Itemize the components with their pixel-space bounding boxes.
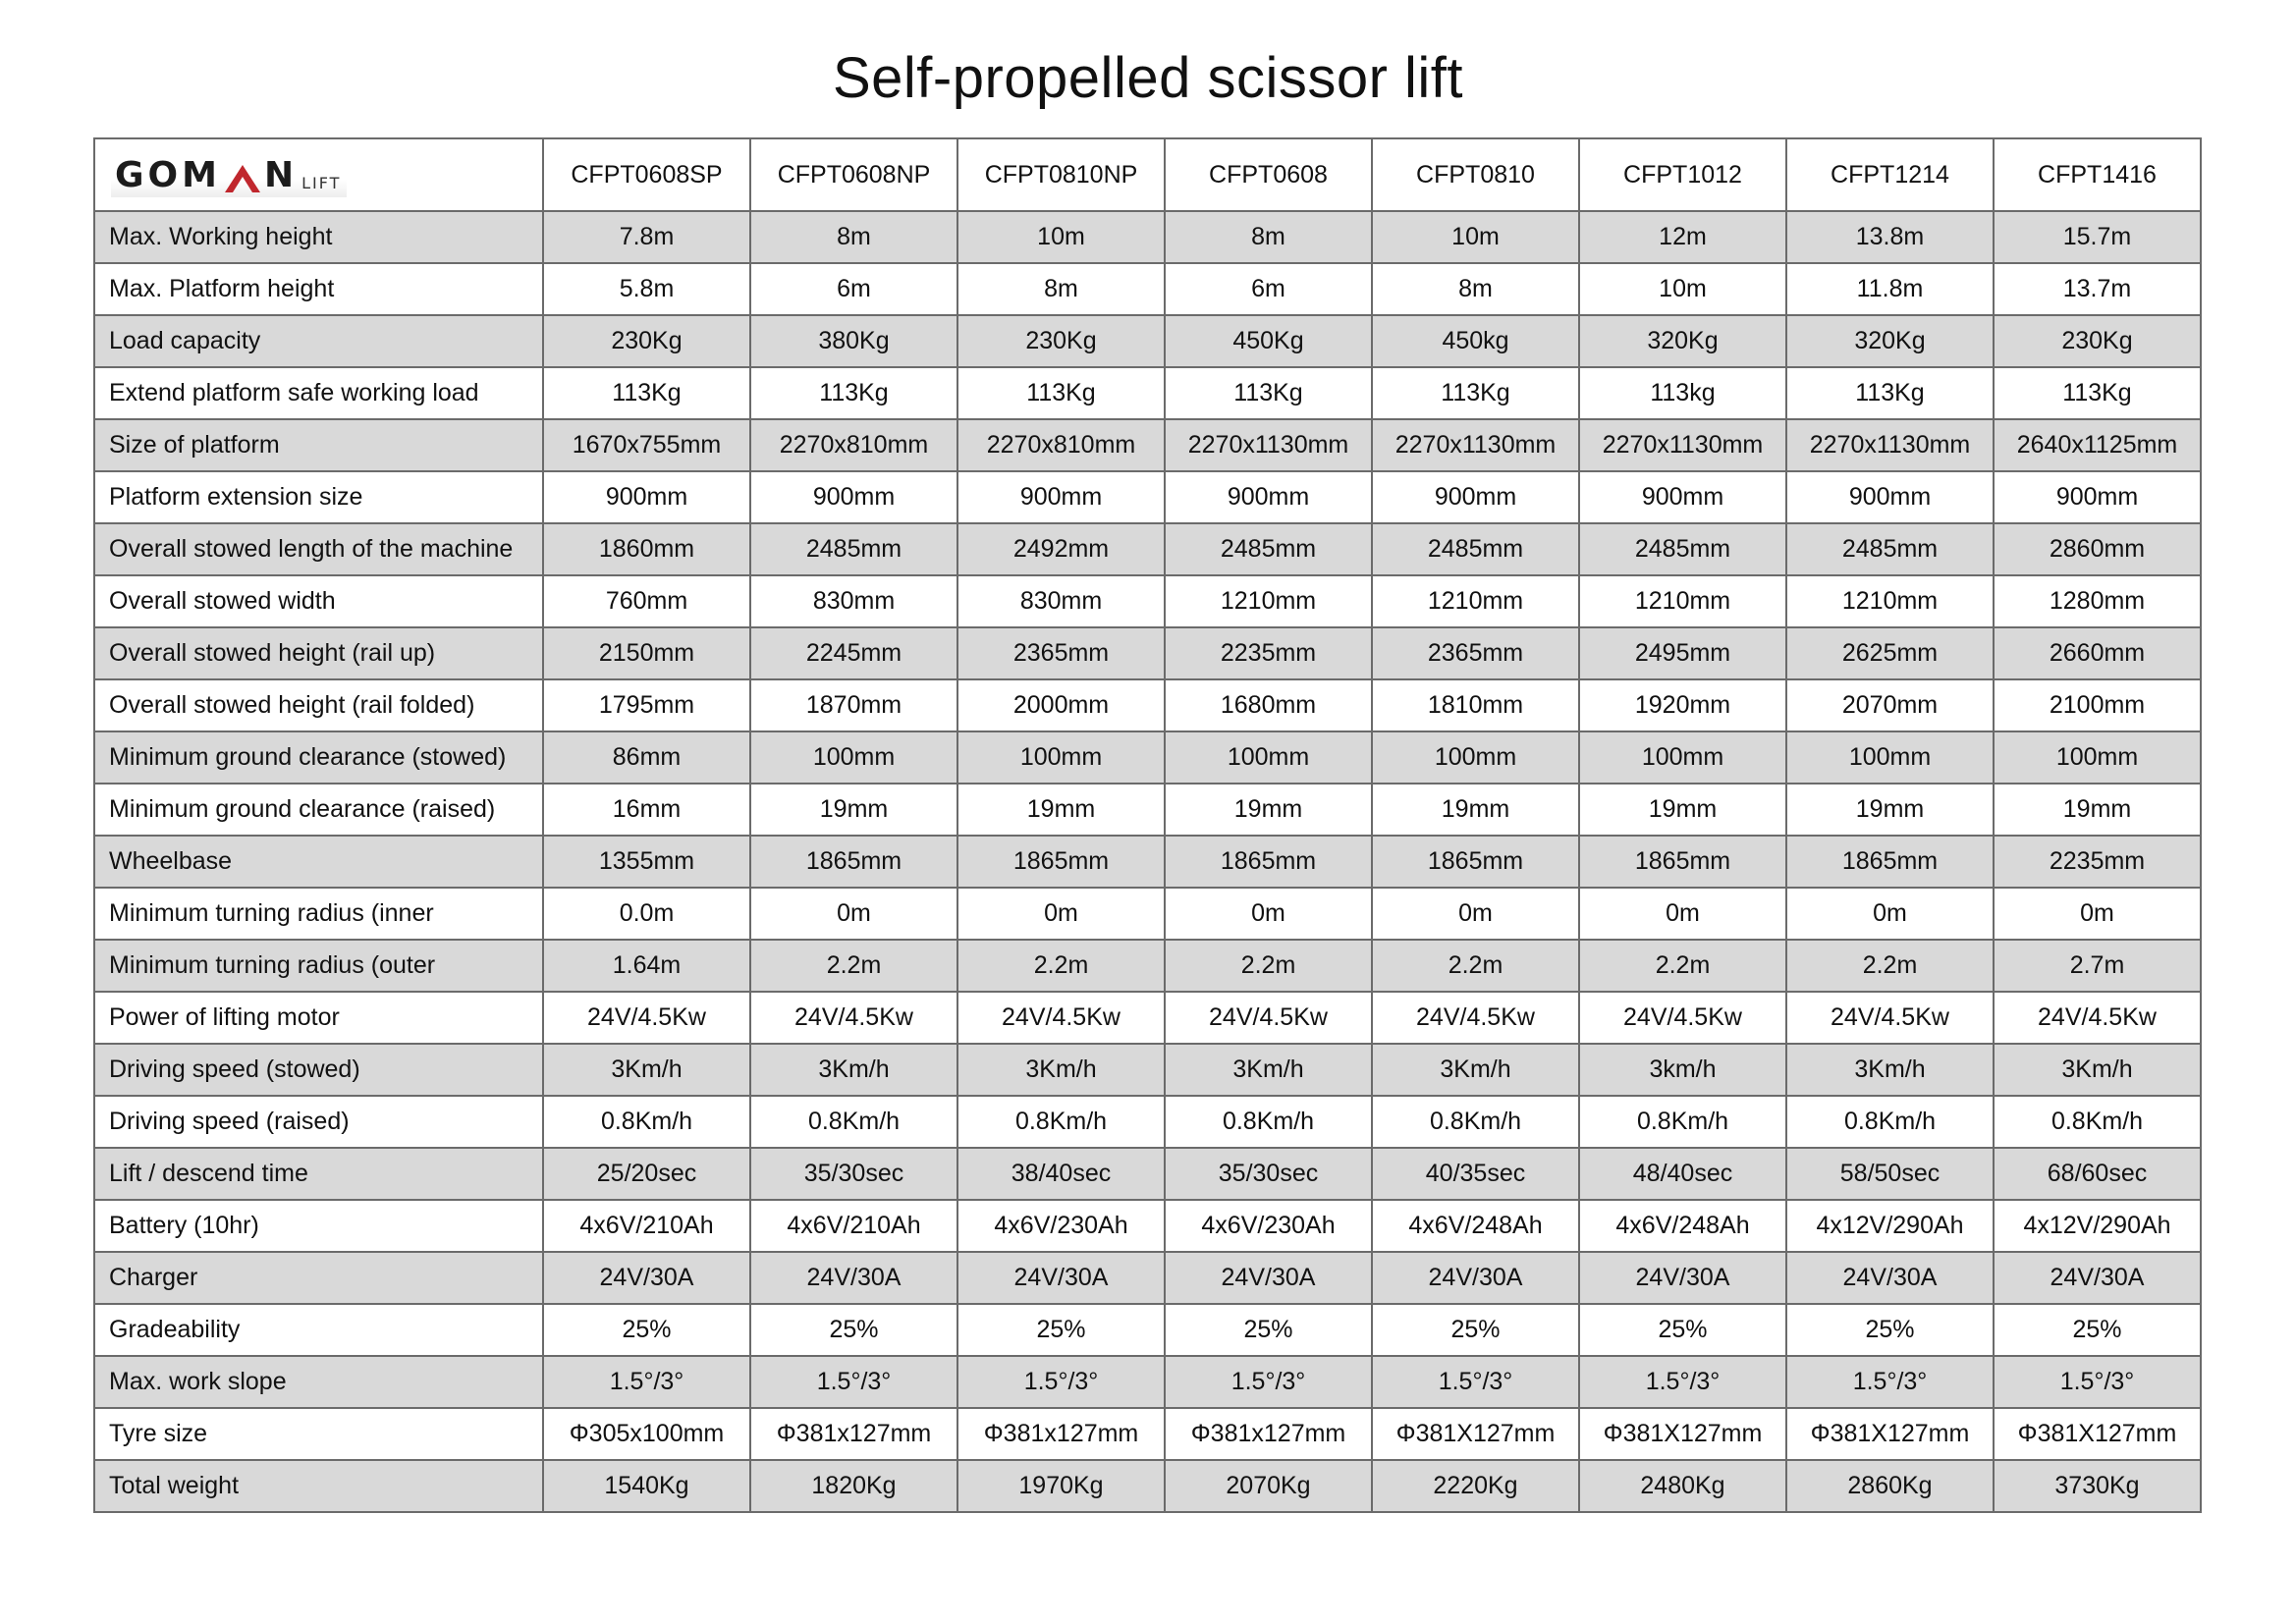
table-cell: 900mm bbox=[1372, 471, 1579, 523]
table-row bbox=[94, 471, 2201, 523]
table-cell: 0.8Km/h bbox=[1579, 1096, 1786, 1148]
table-row bbox=[94, 836, 2201, 888]
table-cell: 2365mm bbox=[1372, 627, 1579, 679]
table-cell: 1.5°/3° bbox=[957, 1356, 1165, 1408]
table-cell: 1.5°/3° bbox=[750, 1356, 957, 1408]
table-cell: 1670x755mm bbox=[543, 419, 750, 471]
table-cell: 0.8Km/h bbox=[1786, 1096, 1994, 1148]
table-cell: 3730Kg bbox=[1994, 1460, 2201, 1512]
page-title: Self-propelled scissor lift bbox=[832, 46, 1464, 110]
table-cell: 2235mm bbox=[1165, 627, 1372, 679]
row-label: Overall stowed height (rail folded) bbox=[94, 679, 543, 731]
table-cell: 19mm bbox=[1786, 784, 1994, 836]
table-cell: 3Km/h bbox=[1994, 1044, 2201, 1096]
row-label: Size of platform bbox=[94, 419, 543, 471]
table-cell: 24V/4.5Kw bbox=[543, 992, 750, 1044]
table-cell: 25% bbox=[543, 1304, 750, 1356]
table-cell: 100mm bbox=[1579, 731, 1786, 784]
table-cell: 19mm bbox=[750, 784, 957, 836]
table-cell: 24V/4.5Kw bbox=[1579, 992, 1786, 1044]
table-cell: 8m bbox=[750, 211, 957, 263]
table-cell: 113kg bbox=[1579, 367, 1786, 419]
table-cell: 100mm bbox=[750, 731, 957, 784]
table-cell: 25% bbox=[1165, 1304, 1372, 1356]
logo-text-left: GOM bbox=[115, 155, 221, 195]
table-cell: 19mm bbox=[1165, 784, 1372, 836]
table-cell: 100mm bbox=[1786, 731, 1994, 784]
table-cell: 0.8Km/h bbox=[957, 1096, 1165, 1148]
table-cell: 1865mm bbox=[1165, 836, 1372, 888]
table-cell: 380Kg bbox=[750, 315, 957, 367]
table-cell: 19mm bbox=[957, 784, 1165, 836]
table-cell: 12m bbox=[1579, 211, 1786, 263]
table-cell: 1210mm bbox=[1786, 575, 1994, 627]
table-cell: 1540Kg bbox=[543, 1460, 750, 1512]
row-label: Battery (10hr) bbox=[94, 1200, 543, 1252]
table-row bbox=[94, 523, 2201, 575]
table-cell: 38/40sec bbox=[957, 1148, 1165, 1200]
table-cell: 10m bbox=[957, 211, 1165, 263]
table-cell: 900mm bbox=[750, 471, 957, 523]
row-label: Platform extension size bbox=[94, 471, 543, 523]
table-row bbox=[94, 1252, 2201, 1304]
table-cell: 3Km/h bbox=[1786, 1044, 1994, 1096]
row-label: Tyre size bbox=[94, 1408, 543, 1460]
table-cell: 2150mm bbox=[543, 627, 750, 679]
row-label: Load capacity bbox=[94, 315, 543, 367]
table-cell: 900mm bbox=[1786, 471, 1994, 523]
table-cell: 10m bbox=[1372, 211, 1579, 263]
logo-a-mark-icon bbox=[223, 163, 262, 192]
table-cell: 113Kg bbox=[750, 367, 957, 419]
table-cell: 2.2m bbox=[1372, 940, 1579, 992]
table-cell: 1280mm bbox=[1994, 575, 2201, 627]
table-cell: 4x12V/290Ah bbox=[1786, 1200, 1994, 1252]
table-row bbox=[94, 679, 2201, 731]
table-cell: 113Kg bbox=[957, 367, 1165, 419]
table-cell: 24V/30A bbox=[957, 1252, 1165, 1304]
table-row bbox=[94, 263, 2201, 315]
table-cell: 2492mm bbox=[957, 523, 1165, 575]
row-label: Driving speed (stowed) bbox=[94, 1044, 543, 1096]
table-row bbox=[94, 211, 2201, 263]
table-cell: Φ381X127mm bbox=[1372, 1408, 1579, 1460]
model-header-cfpt0608sp: CFPT0608SP bbox=[543, 138, 750, 211]
table-cell: 6m bbox=[1165, 263, 1372, 315]
table-row bbox=[94, 1096, 2201, 1148]
table-cell: 2270x1130mm bbox=[1372, 419, 1579, 471]
row-label: Minimum ground clearance (raised) bbox=[94, 784, 543, 836]
table-cell: 1355mm bbox=[543, 836, 750, 888]
table-cell: 900mm bbox=[1579, 471, 1786, 523]
table-cell: 2480Kg bbox=[1579, 1460, 1786, 1512]
table-cell: 1210mm bbox=[1579, 575, 1786, 627]
table-cell: 2485mm bbox=[1372, 523, 1579, 575]
row-label: Minimum ground clearance (stowed) bbox=[94, 731, 543, 784]
table-cell: 1870mm bbox=[750, 679, 957, 731]
table-cell: 1.5°/3° bbox=[1579, 1356, 1786, 1408]
table-cell: 24V/30A bbox=[750, 1252, 957, 1304]
table-cell: 3km/h bbox=[1579, 1044, 1786, 1096]
table-cell: 2270x810mm bbox=[750, 419, 957, 471]
table-cell: 100mm bbox=[1372, 731, 1579, 784]
table-cell: 24V/30A bbox=[1372, 1252, 1579, 1304]
table-cell: 2245mm bbox=[750, 627, 957, 679]
table-cell: 4x6V/210Ah bbox=[750, 1200, 957, 1252]
table-cell: 3Km/h bbox=[543, 1044, 750, 1096]
table-cell: 1920mm bbox=[1579, 679, 1786, 731]
table-cell: 0.8Km/h bbox=[543, 1096, 750, 1148]
table-cell: 35/30sec bbox=[750, 1148, 957, 1200]
table-cell: 830mm bbox=[750, 575, 957, 627]
table-cell: 2070Kg bbox=[1165, 1460, 1372, 1512]
table-cell: 4x6V/230Ah bbox=[1165, 1200, 1372, 1252]
table-cell: 24V/4.5Kw bbox=[750, 992, 957, 1044]
table-cell: 2235mm bbox=[1994, 836, 2201, 888]
table-row bbox=[94, 1460, 2201, 1512]
table-cell: Φ381X127mm bbox=[1579, 1408, 1786, 1460]
row-label: Lift / descend time bbox=[94, 1148, 543, 1200]
table-cell: 1210mm bbox=[1372, 575, 1579, 627]
table-cell: 230Kg bbox=[957, 315, 1165, 367]
table-cell: 8m bbox=[1165, 211, 1372, 263]
table-cell: 4x6V/248Ah bbox=[1372, 1200, 1579, 1252]
table-cell: 1680mm bbox=[1165, 679, 1372, 731]
row-label: Overall stowed height (rail up) bbox=[94, 627, 543, 679]
table-cell: 2495mm bbox=[1579, 627, 1786, 679]
table-cell: 2220Kg bbox=[1372, 1460, 1579, 1512]
table-cell: 3Km/h bbox=[957, 1044, 1165, 1096]
table-cell: 35/30sec bbox=[1165, 1148, 1372, 1200]
table-cell: 25% bbox=[1786, 1304, 1994, 1356]
row-label: Total weight bbox=[94, 1460, 543, 1512]
table-cell: 0m bbox=[1994, 888, 2201, 940]
table-cell: 2.2m bbox=[957, 940, 1165, 992]
table-cell: Φ381x127mm bbox=[1165, 1408, 1372, 1460]
table-cell: 1.5°/3° bbox=[1786, 1356, 1994, 1408]
table-row bbox=[94, 315, 2201, 367]
table-cell: 25% bbox=[1579, 1304, 1786, 1356]
table-cell: 2270x1130mm bbox=[1786, 419, 1994, 471]
table-cell: 1.64m bbox=[543, 940, 750, 992]
table-cell: 900mm bbox=[1994, 471, 2201, 523]
table-row bbox=[94, 1408, 2201, 1460]
table-cell: 4x6V/210Ah bbox=[543, 1200, 750, 1252]
table-cell: 2270x810mm bbox=[957, 419, 1165, 471]
table-cell: 4x6V/248Ah bbox=[1579, 1200, 1786, 1252]
table-cell: 19mm bbox=[1994, 784, 2201, 836]
table-row bbox=[94, 575, 2201, 627]
table-cell: 7.8m bbox=[543, 211, 750, 263]
table-cell: 19mm bbox=[1372, 784, 1579, 836]
table-cell: 24V/4.5Kw bbox=[1165, 992, 1372, 1044]
table-cell: 25% bbox=[1994, 1304, 2201, 1356]
table-row bbox=[94, 1356, 2201, 1408]
table-cell: 4x6V/230Ah bbox=[957, 1200, 1165, 1252]
table-cell: 8m bbox=[1372, 263, 1579, 315]
table-cell: 1865mm bbox=[957, 836, 1165, 888]
row-label: Max. work slope bbox=[94, 1356, 543, 1408]
model-header-cfpt1012: CFPT1012 bbox=[1579, 138, 1786, 211]
row-label: Max. Platform height bbox=[94, 263, 543, 315]
table-cell: 1795mm bbox=[543, 679, 750, 731]
table-row bbox=[94, 419, 2201, 471]
table-cell: 2070mm bbox=[1786, 679, 1994, 731]
table-row bbox=[94, 1148, 2201, 1200]
logo-sub-text: LIFT bbox=[301, 174, 342, 192]
table-cell: 2270x1130mm bbox=[1165, 419, 1372, 471]
table-cell: 1810mm bbox=[1372, 679, 1579, 731]
table-cell: 113Kg bbox=[1372, 367, 1579, 419]
model-header-cfpt1416: CFPT1416 bbox=[1994, 138, 2201, 211]
table-cell: 24V/4.5Kw bbox=[957, 992, 1165, 1044]
table-cell: 0m bbox=[750, 888, 957, 940]
table-cell: 3Km/h bbox=[1372, 1044, 1579, 1096]
table-cell: 15.7m bbox=[1994, 211, 2201, 263]
row-label: Gradeability bbox=[94, 1304, 543, 1356]
table-cell: 100mm bbox=[957, 731, 1165, 784]
table-cell: 2640x1125mm bbox=[1994, 419, 2201, 471]
table-cell: 900mm bbox=[957, 471, 1165, 523]
table-cell: 13.8m bbox=[1786, 211, 1994, 263]
table-cell: 0m bbox=[1165, 888, 1372, 940]
table-cell: 16mm bbox=[543, 784, 750, 836]
table-cell: 1865mm bbox=[1579, 836, 1786, 888]
table-cell: Φ381X127mm bbox=[1994, 1408, 2201, 1460]
model-header-cfpt0810np: CFPT0810NP bbox=[957, 138, 1165, 211]
table-cell: 48/40sec bbox=[1579, 1148, 1786, 1200]
table-cell: 24V/30A bbox=[1786, 1252, 1994, 1304]
table-cell: 8m bbox=[957, 263, 1165, 315]
table-cell: 113Kg bbox=[1994, 367, 2201, 419]
table-cell: 24V/4.5Kw bbox=[1372, 992, 1579, 1044]
table-cell: 0.0m bbox=[543, 888, 750, 940]
row-label: Extend platform safe working load bbox=[94, 367, 543, 419]
table-cell: 40/35sec bbox=[1372, 1148, 1579, 1200]
table-cell: 3Km/h bbox=[750, 1044, 957, 1096]
table-cell: 1.5°/3° bbox=[1165, 1356, 1372, 1408]
table-cell: 1865mm bbox=[1786, 836, 1994, 888]
table-row bbox=[94, 627, 2201, 679]
model-header-cfpt0608: CFPT0608 bbox=[1165, 138, 1372, 211]
table-cell: 2.7m bbox=[1994, 940, 2201, 992]
spec-body bbox=[94, 211, 2201, 1512]
table-cell: 86mm bbox=[543, 731, 750, 784]
table-cell: 2860mm bbox=[1994, 523, 2201, 575]
table-cell: 1865mm bbox=[1372, 836, 1579, 888]
table-cell: 900mm bbox=[1165, 471, 1372, 523]
table-cell: 24V/30A bbox=[1579, 1252, 1786, 1304]
table-cell: 3Km/h bbox=[1165, 1044, 1372, 1096]
table-row bbox=[94, 1304, 2201, 1356]
table-cell: 900mm bbox=[543, 471, 750, 523]
row-label: Minimum turning radius (outer bbox=[94, 940, 543, 992]
table-cell: 2625mm bbox=[1786, 627, 1994, 679]
table-cell: 6m bbox=[750, 263, 957, 315]
table-cell: 113Kg bbox=[1786, 367, 1994, 419]
table-cell: Φ305x100mm bbox=[543, 1408, 750, 1460]
table-cell: 2270x1130mm bbox=[1579, 419, 1786, 471]
table-cell: 0m bbox=[1786, 888, 1994, 940]
model-header-cfpt1214: CFPT1214 bbox=[1786, 138, 1994, 211]
table-row bbox=[94, 367, 2201, 419]
logo-text-right: N bbox=[263, 155, 299, 195]
goman-logo bbox=[111, 152, 347, 197]
table-row bbox=[94, 888, 2201, 940]
table-cell: 113Kg bbox=[1165, 367, 1372, 419]
row-label: Overall stowed length of the machine bbox=[94, 523, 543, 575]
table-cell: 1.5°/3° bbox=[1372, 1356, 1579, 1408]
row-label: Wheelbase bbox=[94, 836, 543, 888]
table-cell: 68/60sec bbox=[1994, 1148, 2201, 1200]
table-row bbox=[94, 784, 2201, 836]
table-row bbox=[94, 940, 2201, 992]
table-cell: 2100mm bbox=[1994, 679, 2201, 731]
header-row bbox=[94, 138, 2201, 211]
table-cell: 2000mm bbox=[957, 679, 1165, 731]
table-cell: 830mm bbox=[957, 575, 1165, 627]
row-label: Driving speed (raised) bbox=[94, 1096, 543, 1148]
table-cell: 25/20sec bbox=[543, 1148, 750, 1200]
table-cell: 320Kg bbox=[1786, 315, 1994, 367]
table-cell: 2365mm bbox=[957, 627, 1165, 679]
table-cell: 760mm bbox=[543, 575, 750, 627]
table-cell: 24V/4.5Kw bbox=[1994, 992, 2201, 1044]
table-cell: 19mm bbox=[1579, 784, 1786, 836]
table-cell: 25% bbox=[957, 1304, 1165, 1356]
table-cell: 0.8Km/h bbox=[750, 1096, 957, 1148]
table-cell: 1.5°/3° bbox=[543, 1356, 750, 1408]
table-cell: Φ381X127mm bbox=[1786, 1408, 1994, 1460]
table-cell: 2485mm bbox=[1786, 523, 1994, 575]
table-cell: 0.8Km/h bbox=[1994, 1096, 2201, 1148]
table-cell: 450Kg bbox=[1165, 315, 1372, 367]
table-cell: 320Kg bbox=[1579, 315, 1786, 367]
row-label: Overall stowed width bbox=[94, 575, 543, 627]
table-row bbox=[94, 1044, 2201, 1096]
table-cell: 1860mm bbox=[543, 523, 750, 575]
table-cell: 1820Kg bbox=[750, 1460, 957, 1512]
table-cell: 0m bbox=[1372, 888, 1579, 940]
table-cell: 1.5°/3° bbox=[1994, 1356, 2201, 1408]
table-cell: 24V/30A bbox=[543, 1252, 750, 1304]
table-cell: 2485mm bbox=[1165, 523, 1372, 575]
table-cell: 2660mm bbox=[1994, 627, 2201, 679]
table-cell: Φ381x127mm bbox=[957, 1408, 1165, 1460]
table-cell: 13.7m bbox=[1994, 263, 2201, 315]
table-cell: 58/50sec bbox=[1786, 1148, 1994, 1200]
table-cell: 100mm bbox=[1994, 731, 2201, 784]
table-cell: 2.2m bbox=[1579, 940, 1786, 992]
model-header-cfpt0608np: CFPT0608NP bbox=[750, 138, 957, 211]
row-label: Charger bbox=[94, 1252, 543, 1304]
table-cell: 2860Kg bbox=[1786, 1460, 1994, 1512]
table-cell: 2485mm bbox=[750, 523, 957, 575]
table-row bbox=[94, 992, 2201, 1044]
table-cell: 11.8m bbox=[1786, 263, 1994, 315]
row-label: Max. Working height bbox=[94, 211, 543, 263]
table-cell: 25% bbox=[750, 1304, 957, 1356]
table-cell: 24V/30A bbox=[1994, 1252, 2201, 1304]
table-cell: 25% bbox=[1372, 1304, 1579, 1356]
table-cell: 230Kg bbox=[543, 315, 750, 367]
table-cell: 10m bbox=[1579, 263, 1786, 315]
table-cell: 2.2m bbox=[750, 940, 957, 992]
table-cell: 4x12V/290Ah bbox=[1994, 1200, 2201, 1252]
table-cell: 24V/4.5Kw bbox=[1786, 992, 1994, 1044]
logo-cell bbox=[94, 138, 543, 211]
table-cell: 0m bbox=[957, 888, 1165, 940]
table-cell: 1865mm bbox=[750, 836, 957, 888]
table-cell: 2485mm bbox=[1579, 523, 1786, 575]
table-row bbox=[94, 1200, 2201, 1252]
table-cell: 2.2m bbox=[1786, 940, 1994, 992]
table-cell: 2.2m bbox=[1165, 940, 1372, 992]
table-cell: 0.8Km/h bbox=[1165, 1096, 1372, 1148]
table-cell: 1210mm bbox=[1165, 575, 1372, 627]
table-cell: 230Kg bbox=[1994, 315, 2201, 367]
table-cell: 24V/30A bbox=[1165, 1252, 1372, 1304]
row-label: Power of lifting motor bbox=[94, 992, 543, 1044]
spec-table bbox=[93, 137, 2202, 1513]
row-label: Minimum turning radius (inner bbox=[94, 888, 543, 940]
table-cell: 450kg bbox=[1372, 315, 1579, 367]
table-cell: 113Kg bbox=[543, 367, 750, 419]
table-cell: 100mm bbox=[1165, 731, 1372, 784]
table-cell: Φ381x127mm bbox=[750, 1408, 957, 1460]
table-row bbox=[94, 731, 2201, 784]
model-header-cfpt0810: CFPT0810 bbox=[1372, 138, 1579, 211]
table-cell: 0.8Km/h bbox=[1372, 1096, 1579, 1148]
table-cell: 5.8m bbox=[543, 263, 750, 315]
table-cell: 1970Kg bbox=[957, 1460, 1165, 1512]
table-cell: 0m bbox=[1579, 888, 1786, 940]
